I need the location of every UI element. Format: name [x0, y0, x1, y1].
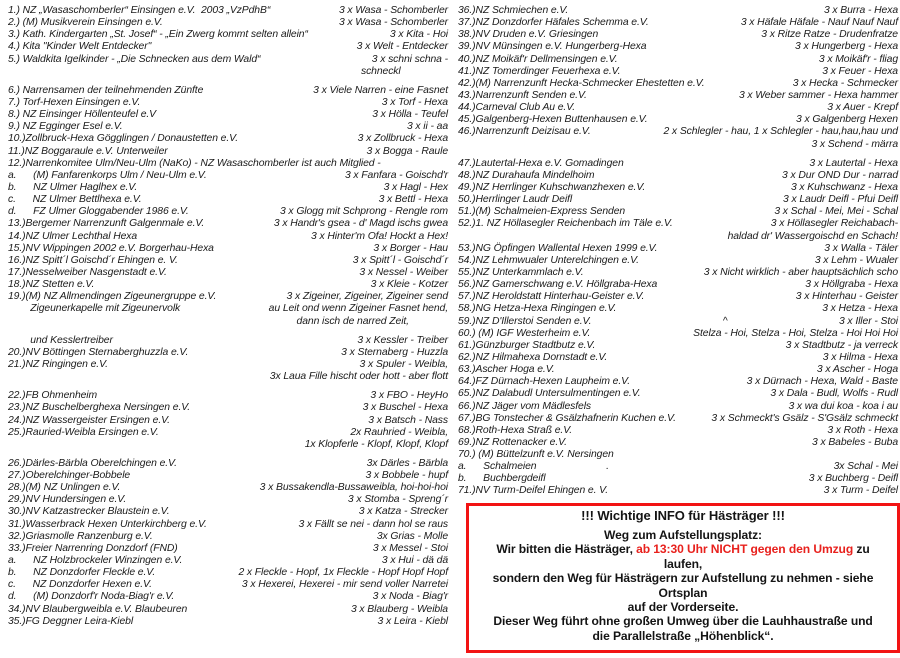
club-name: 46.)Narrenzunft Deizisau e.V. [458, 126, 591, 138]
narrenruf-call: 3 x schni schna - [371, 53, 448, 65]
club-name: 5.) Waldkita Igelkinder - „Die Schnecken aus dem Wald“ [8, 53, 261, 65]
narrenruf-call: 3 x Laudr Deifl - Pfui Deifl [782, 194, 898, 206]
club-name: 43.)Narrenzunft Senden e.V. [458, 89, 587, 101]
narrenruf-call: 2x Rauhried - Weibla, [350, 426, 448, 438]
list-row [458, 139, 898, 151]
list-row [8, 494, 448, 506]
club-name: c. NZ Donzdorfer Hexen e.V. [8, 579, 152, 591]
club-name: 52.)1. NZ Höllasegler Reichenbach im Täle e.V. [458, 218, 673, 230]
list-row [458, 54, 898, 66]
narrenruf-call: 3 x Leira - Kiebl [377, 615, 448, 627]
club-name: 22.)FB Ohmenheim [8, 390, 98, 402]
club-name: d. FZ Ulmer Gloggabender 1986 e.V. [8, 206, 189, 218]
club-name: 57.)NZ Heroldstatt Hinterhau-Geister e.V. [458, 291, 645, 303]
narrenruf-call: 3 x Sternaberg - Huzzla [341, 346, 448, 358]
narrenruf-call: 3 x Höllgraba - Hexa [805, 279, 898, 291]
club-name: a. (M) Fanfarenkorps Ulm / Neu-Ulm e.V. [8, 169, 207, 181]
list-row [8, 303, 448, 315]
list-row [8, 439, 448, 451]
narrenruf-call: 3 x Hui - dä dä [381, 555, 448, 567]
list-row [8, 390, 448, 402]
info-box-subtitle: Weg zum Aufstellungsplatz: [604, 528, 762, 543]
narrenruf-call: 3 x Lehm - Wualer [814, 254, 898, 266]
narrenruf-call: 3x Grias - Molle [376, 530, 448, 542]
spacer-row [8, 328, 448, 335]
list-row [8, 231, 448, 243]
list-row [8, 194, 448, 206]
narrenruf-call: 3 x wa dui koa - koa i au [788, 400, 898, 412]
narrenruf-call: 3 x Hexerei, Hexerei - mir send voller Narretei [241, 579, 448, 591]
narrenruf-call: 3 x Kessler - Treiber [357, 334, 448, 346]
club-name: 16.)NZ Spitt´l Goischd´r Ehingen e. V. [8, 254, 178, 266]
narrenruf-call: 3x Laua Fille hischt oder hott - aber flott [269, 371, 448, 383]
club-name: 35.)FG Deggner Leira-Kiebl [8, 615, 134, 627]
narrenruf-call: 2 x Schlegler - hau, 1 x Schlegler - hau,hau,hau und [663, 126, 898, 138]
narrenruf-call: 3 x Kuhschwanz - Hexa [790, 181, 898, 193]
narrenruf-call: 3 x Stomba - Spreng´r [347, 494, 448, 506]
club-name: 28.)(M) NZ Unlingen e.V. [8, 482, 121, 494]
narrenruf-call: 3 x Blauberg - Weibla [350, 603, 448, 615]
list-row [458, 473, 898, 485]
narrenruf-call: 3 x Handr's gsea - d' Magd ischs gwea [273, 218, 448, 230]
info-box-line3: auf der Vorderseite. [627, 600, 739, 615]
list-row [8, 555, 448, 567]
club-name: 15.)NV Wippingen 2002 e.V. Borgerhau-Hexa [8, 242, 214, 254]
list-row [8, 54, 448, 66]
narrenruf-call: 3 x FBO - HeyHo [370, 390, 448, 402]
narrenruf-call: 3 x Katza - Strecker [358, 506, 448, 518]
list-row [8, 158, 448, 170]
list-row [8, 109, 448, 121]
list-row [8, 519, 448, 531]
club-name: 2.) (M) Musikverein Einsingen e.V. [8, 17, 163, 29]
club-name: 67.)BG Tonstecher & Gsälzhafnerin Kuchen e.V. [458, 412, 676, 424]
narrenruf-call: 3 x Kleie - Kotzer [370, 279, 448, 291]
list-row [458, 170, 898, 182]
club-name: 10.)Zollbruck-Hexa Gögglingen / Donaustetten e.V. [8, 133, 238, 145]
list-row [8, 458, 448, 470]
club-name: Zigeunerkapelle mit Zigeunervolk [8, 303, 181, 315]
narrenruf-call: 3 x Ritze Ratze - Drudenfratze [761, 29, 898, 41]
list-row [8, 243, 448, 255]
lineup-column-left [8, 5, 448, 653]
club-name: b. NZ Ulmer Haglhex e.V. [8, 181, 138, 193]
narrenruf-call: 3 x Ascher - Hoga [816, 364, 898, 376]
club-name: d. (M) Donzdorf'r Noda-Biag'r e.V. [8, 591, 175, 603]
narrenruf-call: 3 x Schmeckt's Gsälz - S'Gsälz schmeckt [711, 412, 898, 424]
club-name: 37.)NZ Donzdorfer Häfales Schemma e.V. [458, 17, 649, 29]
narrenruf-call: 3 x Bussakendla-Bussaweibla, hoi-hoi-hoi [259, 482, 448, 494]
narrenruf-call: 3 x Torf - Hexa [381, 96, 448, 108]
club-name: 50.)Herrlinger Laudr Deifl [458, 194, 573, 206]
club-name: 41.)NZ Tomerdinger Feuerhexa e.V. [458, 65, 621, 77]
club-name: 3.) Kath. Kindergarten „St. Josef“ - „Ein Zwerg kommt selten allein“ [8, 29, 308, 41]
club-name: 26.)Därles-Bärbla Oberelchingen e.V. [8, 457, 177, 469]
club-name: 24.)NZ Wassergeister Ersingen e.V. [8, 414, 170, 426]
list-row [8, 316, 448, 328]
list-row [8, 146, 448, 158]
narrenruf-call: 3 x Dur OND Dur - narrad [782, 169, 898, 181]
list-row [8, 616, 448, 628]
list-row [8, 182, 448, 194]
info-box-line2: sondern den Weg für Hästrägern zur Aufstellung zu nehmen - siehe Ortsplan [492, 571, 874, 600]
narrenruf-call: 3 x Hecka - Schmecker [792, 77, 898, 89]
club-name: 65.)NZ Dalabudl Untersulmentingen e.V. [458, 388, 641, 400]
club-name: 53.)NG Öpfingen Wallental Hexen 1999 e.V. [458, 242, 658, 254]
club-name: 66.)NZ Jäger vom Mädlesfels [458, 400, 592, 412]
list-row [458, 376, 898, 388]
narrenruf-call: 3 x Hilma - Hexa [822, 351, 898, 363]
list-row [8, 206, 448, 218]
club-name: 44.)Carneval Club Au e.V. [458, 102, 576, 114]
list-row [8, 29, 448, 41]
list-row [8, 255, 448, 267]
list-row [458, 279, 898, 291]
narrenruf-call: 3 x Buschel - Hexa [362, 402, 448, 414]
list-row [458, 231, 898, 243]
narrenruf-call: dann isch de narred Zeit, [296, 315, 448, 327]
club-name: 45.)Galgenberg-Hexen Buttenhausen e.V. [458, 114, 648, 126]
narrenruf-call: 3 x Viele Narren - eine Fasnet [313, 84, 448, 96]
club-name: 29.)NV Hundersingen e.V. [8, 494, 127, 506]
club-name: 8.) NZ Einsinger Höllenteufel e.V [8, 109, 157, 121]
club-name: und Kesslertreiber [8, 334, 113, 346]
spacer-row [8, 451, 448, 458]
club-name: 9.) NZ Egginger Esel e.V. [8, 121, 123, 133]
narrenruf-call: 3 x Fanfara - Goischd'r [344, 169, 448, 181]
list-row [458, 126, 898, 138]
club-name: 19.)(M) NZ Allmendingen Zigeunergruppe e.V. [8, 291, 217, 303]
list-row [8, 66, 448, 78]
narrenruf-call: 3 x Welt - Entdecker [356, 41, 448, 53]
narrenruf-call: 3 x Hinter'm Ofa! Hockt a Hex! [311, 230, 448, 242]
list-row [458, 194, 898, 206]
narrenruf-call: 3 x Dala - Budl, Wolfs - Rudl [770, 388, 898, 400]
club-name: 71.)NV Turm-Deifel Ehingen e. V. [458, 485, 609, 497]
list-row [8, 97, 448, 109]
list-row [458, 316, 898, 328]
narrenruf-call: Stelza - Hoi, Stelza - Hoi, Stelza - Hoi Hoi Hoi [693, 327, 898, 339]
list-row [8, 279, 448, 291]
list-row [8, 335, 448, 347]
club-name: a. Schalmeien . [458, 461, 609, 473]
club-name: a. NZ Holzbrockeler Winzingen e.V. [8, 555, 183, 567]
list-row [8, 85, 448, 97]
narrenruf-call: 3 x Glogg mit Schprong - Rengle rom [279, 206, 448, 218]
club-name: 20.)NV Böttingen Sternaberghuzzla e.V. [8, 346, 189, 358]
narrenruf-call: 3 x Hagl - Hex [383, 181, 448, 193]
club-name: 64.)FZ Dürnach-Hexen Laupheim e.V. [458, 376, 630, 388]
club-name: 59.)NZ D'Illerstoi Senden e.V. [458, 315, 592, 327]
list-row [8, 402, 448, 414]
list-row [458, 485, 898, 497]
club-name: 14.)NZ Ulmer Lechthal Hexa [8, 230, 138, 242]
narrenruf-call: 3 x Burra - Hexa [823, 5, 898, 16]
narrenruf-call: 3 x Wasa - Schomberler [338, 5, 448, 16]
list-row [458, 303, 898, 315]
spacer-row [8, 78, 448, 85]
list-row [458, 29, 898, 41]
club-name: 33.)Freier Narrenring Donzdorf (FND) [8, 542, 178, 554]
narrenruf-call: 3 x Höllasegler Reichabach- [770, 218, 898, 230]
narrenruf-call: 3 x Dürnach - Hexa, Wald - Baste [746, 376, 898, 388]
narrenruf-call: 3 x Schend - märra [811, 138, 898, 150]
list-row [8, 170, 448, 182]
narrenruf-call: 3x Schal - Mei [833, 461, 898, 473]
list-row [8, 482, 448, 494]
club-name: 58.)NG Hetza-Hexa Ringingen e.V. [458, 303, 617, 315]
lineup-rows-right [458, 5, 898, 498]
list-row [8, 415, 448, 427]
club-name: 23.)NZ Buschelberghexa Nersingen e.V. [8, 402, 191, 414]
narrenruf-call: 3 x Nicht wirklich - aber hauptsächlich scho [703, 266, 898, 278]
list-row [8, 427, 448, 439]
list-row [8, 371, 448, 383]
narrenruf-call: 3 x Hölla - Teufel [372, 109, 448, 121]
list-row [458, 102, 898, 114]
club-name: 32.)Griasmolle Ranzenburg e.V. [8, 530, 153, 542]
lineup-column-right [458, 5, 898, 653]
list-row [458, 388, 898, 400]
list-row [458, 291, 898, 303]
list-row [458, 206, 898, 218]
important-info-box [466, 503, 900, 654]
list-row [458, 449, 898, 461]
list-row [8, 531, 448, 543]
club-name: 1.) NZ „Wasaschomberler“ Einsingen e.V. 2003 „VzPdhB“ [8, 5, 271, 16]
list-row [458, 218, 898, 230]
club-name: 51.)(M) Schalmeien-Express Senden [458, 206, 626, 218]
list-row [8, 506, 448, 518]
info-box-line1 [477, 542, 889, 571]
list-row [8, 579, 448, 591]
narrenruf-call: ^ 3 x Iller - Stoi [722, 315, 898, 327]
list-row [458, 66, 898, 78]
club-name: b. NZ Donzdorfer Fleckle e.V. [8, 567, 156, 579]
club-name: 39.)NV Münsingen e.V. Hungerberg-Hexa [458, 41, 647, 53]
club-name: 60.) (M) IGF Westerheim e.V. [458, 327, 591, 339]
club-name: 25.)Rauried-Weibla Ersingen e.V. [8, 426, 159, 438]
club-name: b. Buchbergdeifl [458, 473, 546, 485]
club-name: 13.)Bergemer Narrenzunft Galgenmale e.V. [8, 218, 205, 230]
narrenruf-call: 3 x Feuer - Hexa [822, 65, 898, 77]
club-name: 12.)Narrenkomitee Ulm/Neu-Ulm (NaKo) - NZ Wasaschomberler ist auch Mitglied - [8, 157, 381, 169]
club-name: 62.)NZ Hilmahexa Dornstadt e.V. [458, 351, 608, 363]
club-name: 63.)Ascher Hoga e.V. [458, 364, 555, 376]
list-row [458, 158, 898, 170]
club-name: 49.)NZ Herrlinger Kuhschwanzhexen e.V. [458, 181, 646, 193]
club-name: 38.)NV Druden e.V. Griesingen [458, 29, 599, 41]
narrenruf-call: 3 x Zollbruck - Hexa [357, 133, 448, 145]
club-name: 48.)NZ Durahaufa Mindelhoim [458, 169, 595, 181]
club-name: 36.)NZ Schmiechen e.V. [458, 5, 569, 16]
club-name: 31.)Wasserbrack Hexen Unterkirchberg e.V. [8, 518, 207, 530]
info-line1-post: zu laufen, [663, 542, 870, 571]
narrenruf-call: 3 x Kita - Hoi [389, 29, 448, 41]
narrenruf-call: 3 x Batsch - Nass [368, 414, 448, 426]
club-name: 55.)NZ Unterkammlach e.V. [458, 266, 584, 278]
club-name: 30.)NV Katzastrecker Blaustein e.V. [8, 506, 170, 518]
list-row [458, 90, 898, 102]
club-name: 34.)NV Blaubergweibla e.V. Blaubeuren [8, 603, 188, 615]
list-row [8, 218, 448, 230]
club-name: 18.)NZ Stetten e.V. [8, 279, 95, 291]
list-row [8, 121, 448, 133]
info-line1-pre: Wir bitten die Hästräger, [496, 542, 637, 557]
club-name: 17.)Nesselweiber Nasgenstadt e.V. [8, 266, 167, 278]
club-name: 56.)NZ Gamerschwang e.V. Höllgraba-Hexa [458, 279, 658, 291]
list-row [458, 364, 898, 376]
list-row [458, 425, 898, 437]
narrenruf-call: 3 x Babeles - Buba [812, 436, 898, 448]
info-box-line4: Dieser Weg führt ohne großen Umweg über die Lauhhaustraße und [493, 614, 873, 629]
narrenruf-call: 3 x Häfale Häfale - Nauf Nauf Nauf [740, 17, 898, 29]
list-row [8, 591, 448, 603]
list-row [458, 114, 898, 126]
list-row [8, 133, 448, 145]
list-row [458, 437, 898, 449]
list-row [458, 352, 898, 364]
club-name: 21.)NZ Ringingen e.V. [8, 358, 108, 370]
list-row [8, 41, 448, 53]
narrenruf-call: 3 x Turm - Deifel [823, 485, 898, 497]
club-name: 4.) Kita "Kinder Welt Entdecker" [8, 41, 152, 53]
club-name: 42.)(M) Narrenzunft Hecka-Schmecker Ehestetten e.V. [458, 77, 705, 89]
club-name: 11.)NZ Boggaraule e.V. Unterweiler [8, 145, 168, 157]
narrenruf-call: 3 x Hetza - Hexa [822, 303, 898, 315]
list-row [8, 567, 448, 579]
narrenruf-call: 3x Därles - Bärbla [366, 457, 448, 469]
info-box-title: !!! Wichtige INFO für Hästräger !!! [581, 507, 785, 523]
list-row [458, 182, 898, 194]
narrenruf-call: 3 x Noda - Biag'r [372, 591, 448, 603]
club-name: 27.)Oberelchinger-Bobbele [8, 470, 131, 482]
narrenruf-call: 3 x Zigeiner, Zigeiner, Zigeiner send [286, 291, 448, 303]
narrenruf-call: 3 x Nessel - Weiber [359, 266, 448, 278]
info-line1-highlight: ab 13:30 Uhr NICHT gegen den Umzug [636, 542, 854, 557]
list-row [458, 413, 898, 425]
narrenruf-call: 1x Klopferle - Klopf, Klopf, Klopf [304, 438, 448, 450]
club-name: c. NZ Ulmer Bettlhexa e.V. [8, 194, 142, 206]
list-row [8, 543, 448, 555]
list-row [458, 340, 898, 352]
narrenruf-call: 3 x Lautertal - Hexa [809, 157, 898, 169]
club-name: 6.) Narrensamen der teilnehmenden Zünfte [8, 84, 204, 96]
narrenruf-call: au Leit ond wenn Zigeiner Fasnet hend, [268, 303, 448, 315]
list-row [8, 604, 448, 616]
narrenruf-call: 3 x Wasa - Schomberler [338, 17, 448, 29]
narrenruf-call: 3 x Schal - Mei, Mei - Schal [774, 206, 898, 218]
narrenruf-call: 3 x ii - aa [406, 121, 448, 133]
list-row [458, 243, 898, 255]
list-row [458, 267, 898, 279]
narrenruf-call: 3 x Bobbele - hupf [365, 470, 448, 482]
club-name: 7.) Torf-Hexen Einsingen e.V. [8, 96, 141, 108]
list-row [8, 470, 448, 482]
narrenruf-call: 3 x Galgenberg Hexen [796, 114, 898, 126]
narrenruf-call: haldad dr' Wassergoischd en Schach! [727, 230, 898, 242]
list-row [8, 17, 448, 29]
narrenruf-call: 3 x Hungerberg - Hexa [794, 41, 898, 53]
spacer-row [8, 383, 448, 390]
narrenruf-call: 3 x Auer - Krepf [827, 102, 898, 114]
narrenruf-call: 3 x Bettl - Hexa [378, 194, 448, 206]
narrenruf-call: 3 x Fällt se nei - dann hol se raus [298, 518, 448, 530]
narrenruf-call: 3 x Walla - Täler [824, 242, 898, 254]
info-box-line5: die Parallelstraße „Höhenblick“. [592, 628, 774, 643]
narrenruf-call: 3 x Hinterhau - Geister [795, 291, 898, 303]
list-row [8, 267, 448, 279]
list-row [458, 401, 898, 413]
club-name: 61.)Günzburger Stadtbutz e.V. [458, 339, 596, 351]
list-row [8, 347, 448, 359]
list-row [458, 461, 898, 473]
club-name: 70.) (M) Büttelzunft e.V. Nersingen [458, 449, 614, 461]
narrenruf-call: 3 x Borger - Hau [373, 242, 448, 254]
club-name: 69.)NZ Rottenacker e.V. [458, 436, 567, 448]
narrenruf-call: 3 x Roth - Hexa [827, 424, 898, 436]
list-row [458, 78, 898, 90]
club-name: 40.)NZ Moikäf'r Dellmensingen e.V. [458, 53, 618, 65]
list-row [458, 255, 898, 267]
club-name: 68.)Roth-Hexa Straß e.V. [458, 424, 573, 436]
club-name: 47.)Lautertal-Hexa e.V. Gomadingen [458, 157, 624, 169]
club-name: 54.)NZ Lehmwualer Unterelchingen e.V. [458, 254, 639, 266]
narrenruf-call: 3 x Moikäf'r - fliag [818, 53, 898, 65]
list-row [458, 5, 898, 17]
list-row [458, 328, 898, 340]
narrenruf-call: 3 x Messel - Stoi [372, 542, 448, 554]
list-row [8, 5, 448, 17]
narrenruf-call: 3 x Bogga - Raule [366, 145, 448, 157]
spacer-row [458, 151, 898, 158]
narrenruf-call: 3 x Buchberg - Deifl [808, 473, 898, 485]
narrenruf-call: 3 x Spuler - Weibla, [359, 358, 448, 370]
list-row [458, 41, 898, 53]
list-row [458, 17, 898, 29]
narrenruf-call: 3 x Weber sammer - Hexa hammer [738, 89, 898, 101]
narrenruf-call: 3 x Spitt´l - Goischd´r [352, 254, 448, 266]
list-row [8, 359, 448, 371]
narrenruf-call: 2 x Fleckle - Hopf, 1x Fleckle - Hopf Hopf Hopf [238, 567, 448, 579]
narrenruf-call: schneckl [360, 65, 448, 77]
list-row [8, 291, 448, 303]
narrenruf-call: 3 x Stadtbutz - ja verreck [785, 339, 898, 351]
